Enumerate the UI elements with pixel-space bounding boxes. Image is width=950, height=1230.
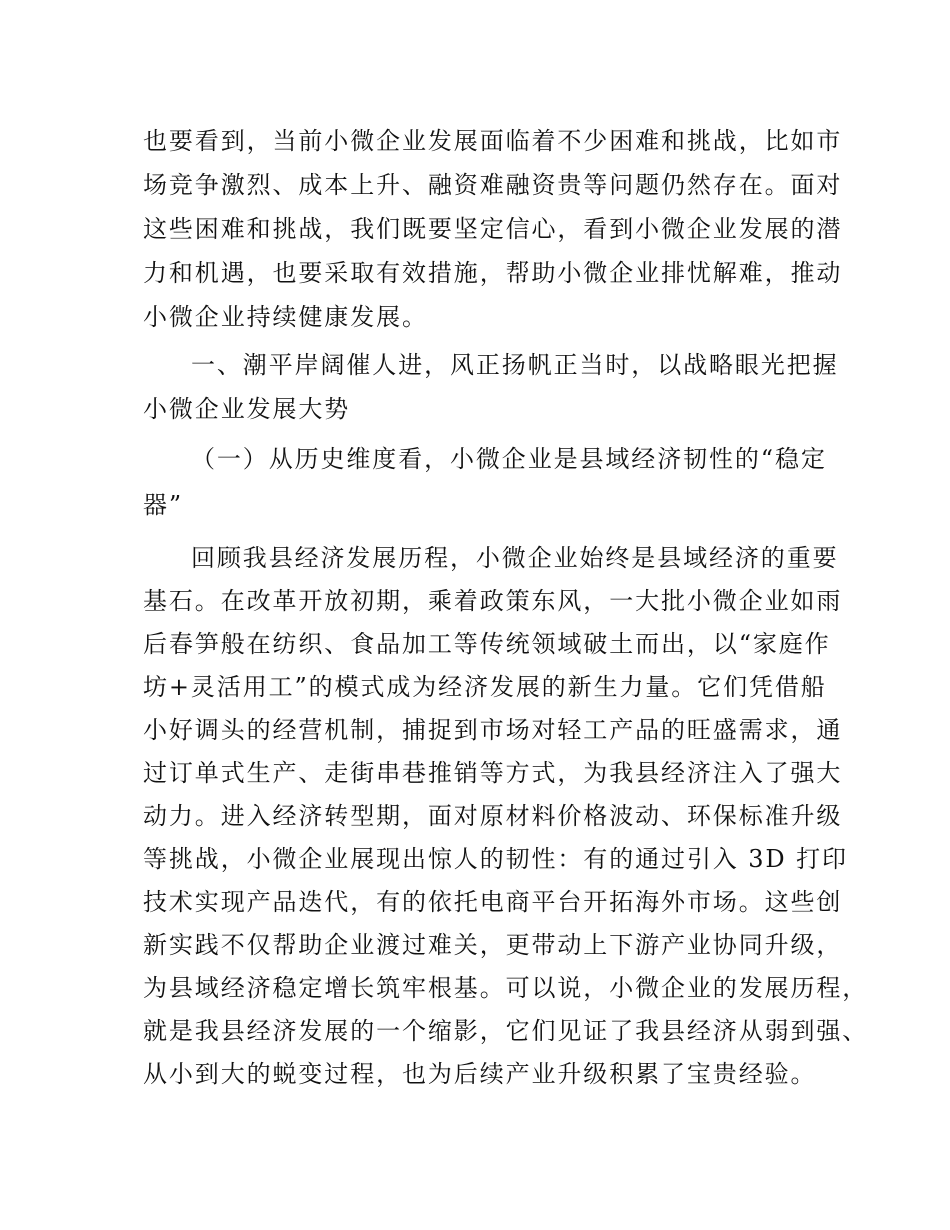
paragraph-line: 过订单式生产、走街串巷推销等方式，为我县经济注入了强大 (143, 759, 843, 787)
subsection-heading: 器” (143, 491, 184, 519)
paragraph-line: 技术实现产品迭代，有的依托电商平台开拓海外市场。这些创 (143, 888, 843, 916)
paragraph-line: 小好调头的经营机制，捕捉到市场对轻工产品的旺盛需求，通 (143, 716, 843, 744)
paragraph-line: 场竞争激烈、成本上升、融资难融资贵等问题仍然存在。面对 (143, 171, 843, 199)
paragraph-line: 小微企业持续健康发展。 (143, 303, 428, 331)
paragraph-line: 力和机遇，也要采取有效措施，帮助小微企业排忧解难，推动 (143, 259, 843, 287)
paragraph-line: 等挑战，小微企业展现出惊人的韧性：有的通过引入 3D 打印 (143, 845, 848, 873)
paragraph-line: 就是我县经济发展的一个缩影，它们见证了我县经济从弱到强、 (143, 1017, 869, 1045)
paragraph-line: 坊+灵活用工”的模式成为经济发展的新生力量。它们凭借船 (143, 673, 827, 701)
section-heading: 一、潮平岸阔催人进，风正扬帆正当时，以战略眼光把握 (191, 351, 839, 379)
subsection-heading: （一）从历史维度看，小微企业是县域经济韧性的“稳定 (191, 445, 827, 473)
paragraph-line: 为县域经济稳定增长筑牢根基。可以说，小微企业的发展历程， (143, 974, 869, 1002)
paragraph-line: 基石。在改革开放初期，乘着政策东风，一大批小微企业如雨 (143, 587, 843, 615)
paragraph-line: 回顾我县经济发展历程，小微企业始终是县域经济的重要 (191, 544, 839, 572)
paragraph-line: 后春笋般在纺织、食品加工等传统领域破土而出，以“家庭作 (143, 630, 831, 658)
paragraph-line: 也要看到，当前小微企业发展面临着不少困难和挑战，比如市 (143, 127, 843, 155)
paragraph-line: 这些困难和挑战，我们既要坚定信心，看到小微企业发展的潜 (143, 215, 843, 243)
section-heading: 小微企业发展大势 (143, 395, 351, 423)
paragraph-line: 新实践不仅帮助企业渡过难关，更带动上下游产业协同升级， (143, 931, 843, 959)
paragraph-line: 动力。进入经济转型期，面对原材料价格波动、环保标准升级 (143, 802, 843, 830)
paragraph-line: 从小到大的蜕变过程，也为后续产业升级积累了宝贵经验。 (143, 1060, 817, 1088)
